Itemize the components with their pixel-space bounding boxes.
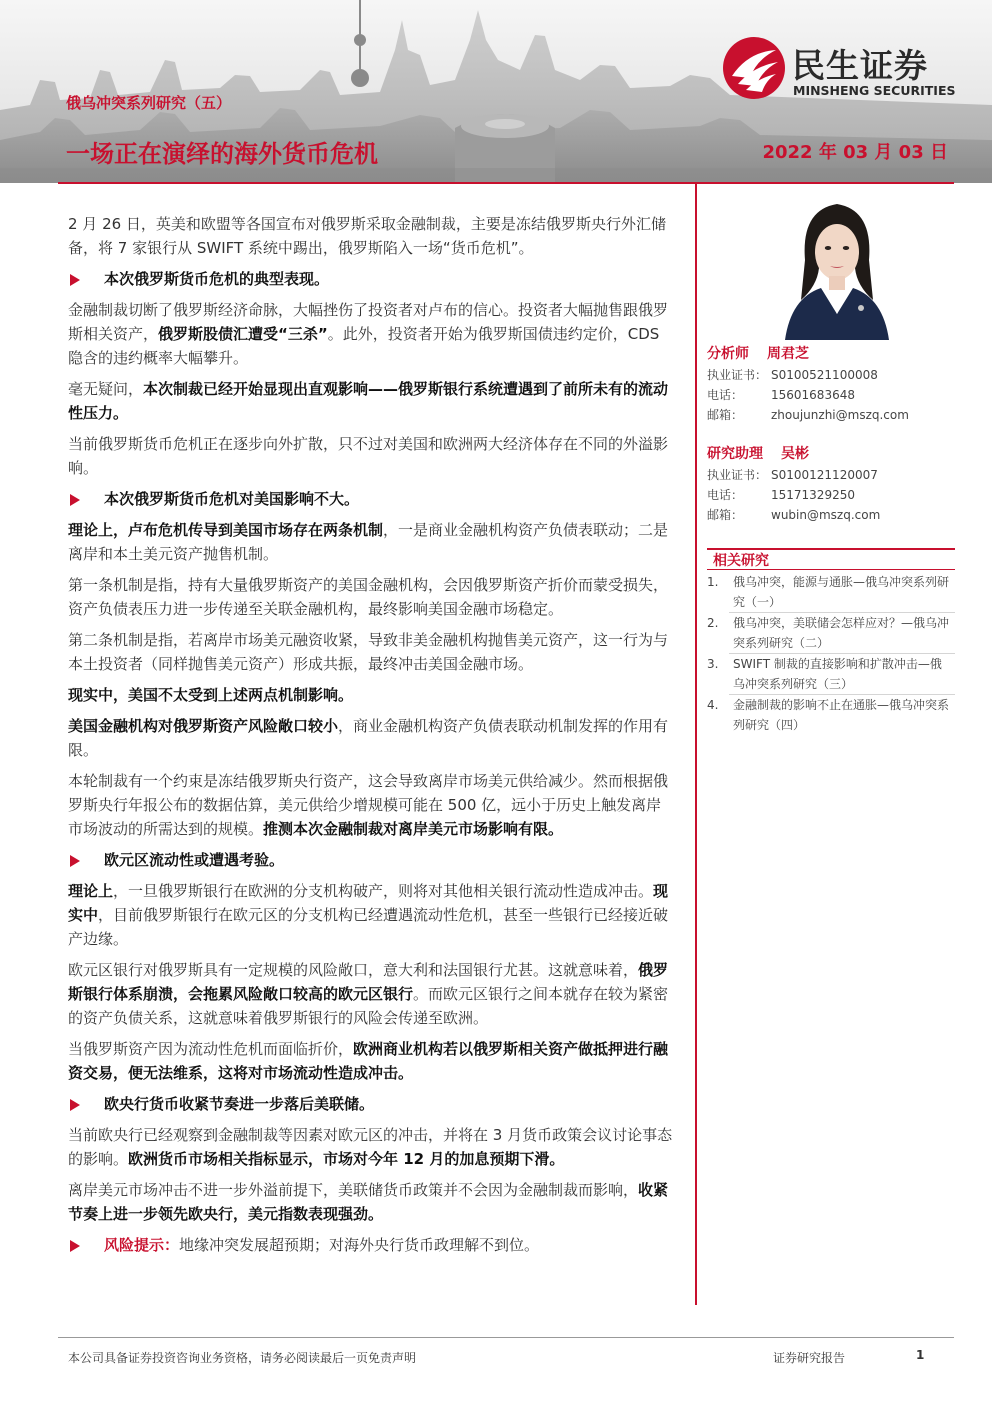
bold-text: 理论上 [68,882,114,900]
paragraph [68,683,676,707]
assistant-role: 研究助理 [707,446,763,462]
paragraph: 当前俄罗斯货币危机正在逐步向外扩散，只不过对美国和欧洲两大经济体存在不同的外溢影响。 [68,435,669,477]
field-value: S0100521100008 [771,368,878,382]
text-span: 毫无疑问， [68,380,144,398]
text-span: 金融制裁切断了俄罗斯经济命脉，大幅挫伤了投资者对卢布的信心。投资者大幅抛售跟俄罗斯相关资产， [68,301,669,343]
footer-divider [58,1337,954,1338]
item-number: 4. [707,698,719,712]
item-number: 3. [707,657,719,671]
bold-text: 推测本次金融制裁对离岸美元市场影响有限。 [263,820,564,838]
section-heading-1 [68,267,676,291]
bold-text: 本次制裁已经开始显现出直观影响——俄罗斯银行系统遭遇到了前所未有的流动性压力。 [68,380,669,422]
item-text: SWIFT 制裁的直接影响和扩散冲击—俄乌冲突系列研究（三） [733,657,942,691]
related-item[interactable] [707,654,955,694]
section-heading-2 [68,487,676,511]
email-link[interactable]: zhoujunzhi@mszq.com [771,408,909,422]
bold-text: 美国金融机构对俄罗斯资产风险敞口较小 [68,717,339,735]
paragraph [68,1123,676,1171]
section-heading-4 [68,1092,676,1116]
analyst-phone [707,385,955,405]
bold-text: 现实中 [68,882,669,924]
arrow-bullet-icon [70,1240,81,1252]
section-heading-text: 本次俄罗斯货币危机对美国影响不大。 [104,490,360,508]
related-item[interactable] [707,613,955,653]
bold-text: 俄罗斯股债汇遭受“三杀” [158,325,328,343]
assistant-cert [707,465,955,485]
footer-report-type: 证券研究报告 [773,1351,846,1365]
text-span: 离岸美元市场冲击不进一步外溢前提下，美联储货币政策并不会因为金融制裁而影响， [68,1181,639,1199]
logo-english-text: MINSHENG SECURITIES [793,83,956,98]
assistant-name: 吴彬 [781,446,809,462]
header-banner [0,0,992,183]
item-number: 2. [707,616,719,630]
text-span: 。此外，投资者开始为俄罗斯国债违约定价，CDS 隐含的违约概率大幅攀升。 [68,325,660,367]
paragraph [68,714,676,762]
text-span: ，一旦俄罗斯银行在欧洲的分支机构破产，则将对其他相关银行流动性造成冲击。 [113,882,654,900]
field-value: 15601683648 [771,388,855,402]
section-heading-text: 欧元区流动性或遭遇考验。 [104,851,285,869]
field-label: 执业证书： [707,468,768,482]
text-span: ，商业金融机构资产负债表联动机制发挥的作用有限。 [68,717,669,759]
minsheng-logo [722,36,962,104]
report-date: 2022 年 03 月 03 日 [762,142,948,163]
page-number: 1 [916,1348,925,1362]
arrow-bullet-icon [70,855,81,867]
analyst-email [707,405,955,425]
email-link[interactable]: wubin@mszq.com [771,508,881,522]
analyst-name: 周君芝 [767,346,809,362]
item-text: 俄乌冲突，美联储会怎样应对？—俄乌冲突系列研究（二） [733,616,950,650]
risk-label: 风险提示： [104,1236,180,1254]
field-label: 邮箱： [707,408,744,422]
text-span: 。而欧元区银行之间本就存在较为紧密的资产负债关系，这就意味着俄罗斯银行的风险会传递至欧洲。 [68,985,669,1027]
assistant-role-line [707,443,955,465]
paragraph [68,518,676,566]
assistant-phone [707,485,955,505]
assistant-email [707,505,955,525]
paragraph [68,769,676,841]
analyst-role: 分析师 [707,346,749,362]
bold-text: 理论上，卢布危机传导到美国市场存在两条机制 [68,521,384,539]
risk-text: 地缘冲突发展超预期；对海外央行货币政理解不到位。 [179,1236,540,1254]
paragraph [68,958,676,1030]
bold-text: 俄罗斯银行体系崩溃，会拖累风险敞口较高的欧元区银行 [68,961,669,1003]
text-span: 本轮制裁有一个约束是冻结俄罗斯央行资产，这会导致离岸市场美元供给减少。然而根据俄罗斯央行年报公布的数据估算，美元供给少增规模可能在 500 亿，远小于历史上触发离岸市场波动的所需达到的规模。 [68,772,669,838]
arrow-bullet-icon [70,494,81,506]
field-label: 执业证书： [707,368,768,382]
field-value: 15171329250 [771,488,855,502]
analyst-cert [707,365,955,385]
field-label: 电话： [707,488,744,502]
analyst-photo [777,190,897,340]
spacer [707,425,955,443]
risk-notice [68,1233,676,1257]
field-value: S0100121120007 [771,468,878,482]
related-research-title: 相关研究 [707,548,955,570]
section-heading-text: 本次俄罗斯货币危机的典型表现。 [104,270,330,288]
text-span: ，一是商业金融机构资产负债表联动；二是离岸和本土美元资产抛售机制。 [68,521,669,563]
text-span: 当俄罗斯资产因为流动性危机而面临折价， [68,1040,354,1058]
column-divider [695,183,697,1305]
paragraph: 第二条机制是指，若离岸市场美元融资收紧，导致非美金融机构抛售美元资产，这一行为与本土投资者（同样抛售美元资产）形成共振，最终冲击美国金融市场。 [68,631,669,673]
bold-text: 欧洲商业机构若以俄罗斯相关资产做抵押进行融资交易，便无法维系，这将对市场流动性造成冲击。 [68,1040,669,1082]
footer-disclaimer: 本公司具备证券投资咨询业务资格，请务必阅读最后一页免责声明 [68,1351,417,1365]
section-heading-text: 欧央行货币收紧节奏进一步落后美联储。 [104,1095,375,1113]
bold-text: 现实中，美国不太受到上述两点机制影响。 [68,686,354,704]
report-title: 一场正在演绎的海外货币危机 [66,140,378,168]
intro-paragraph: 2 月 26 日，英美和欧盟等各国宣布对俄罗斯采取金融制裁，主要是冻结俄罗斯央行外汇储备，将 7 家银行从 SWIFT 系统中踢出，俄罗斯陷入一场“货币危机”。 [68,215,666,257]
text-span: 当前欧央行已经观察到金融制裁等因素对欧元区的冲击，并将在 3 月货币政策会议讨论事态的影响。 [68,1126,673,1168]
related-research [707,548,955,735]
analyst-role-line [707,343,955,365]
related-item[interactable] [707,572,955,612]
related-item[interactable] [707,695,955,735]
paragraph [68,298,676,370]
paragraph [68,377,676,425]
series-title: 俄乌冲突系列研究（五） [66,94,232,112]
text-span: 欧元区银行对俄罗斯具有一定规模的风险敞口，意大利和法国银行尤甚。这就意味着， [68,961,639,979]
arrow-bullet-icon [70,1099,81,1111]
text-span: ，目前俄罗斯银行在欧元区的分支机构已经遭遇流动性危机，甚至一些银行已经接近破产边缘。 [68,906,669,948]
field-label: 邮箱： [707,508,744,522]
header-divider [58,182,954,184]
item-number: 1. [707,575,719,589]
arrow-bullet-icon [70,274,81,286]
section-heading-3 [68,848,676,872]
logo-chinese-text: 民生证券 [792,46,928,85]
paragraph [68,879,676,951]
analyst-info [707,343,955,525]
paragraph [68,1178,676,1226]
item-text: 俄乌冲突，能源与通胀—俄乌冲突系列研究（一） [733,575,950,609]
main-content [68,212,676,1264]
related-research-list [707,572,955,735]
field-label: 电话： [707,388,744,402]
minsheng-logo-icon [722,36,786,100]
paragraph [68,1037,676,1085]
item-text: 金融制裁的影响不止在通胀—俄乌冲突系列研究（四） [733,698,950,732]
bold-text: 欧洲货币市场相关指标显示，市场对今年 12 月的加息预期下滑。 [128,1150,565,1168]
bold-text: 收紧节奏上进一步领先欧央行，美元指数表现强劲。 [68,1181,669,1223]
paragraph: 第一条机制是指，持有大量俄罗斯资产的美国金融机构，会因俄罗斯资产折价而蒙受损失，资产负债表压力进一步传递至关联金融机构，最终影响美国金融市场稳定。 [68,576,669,618]
